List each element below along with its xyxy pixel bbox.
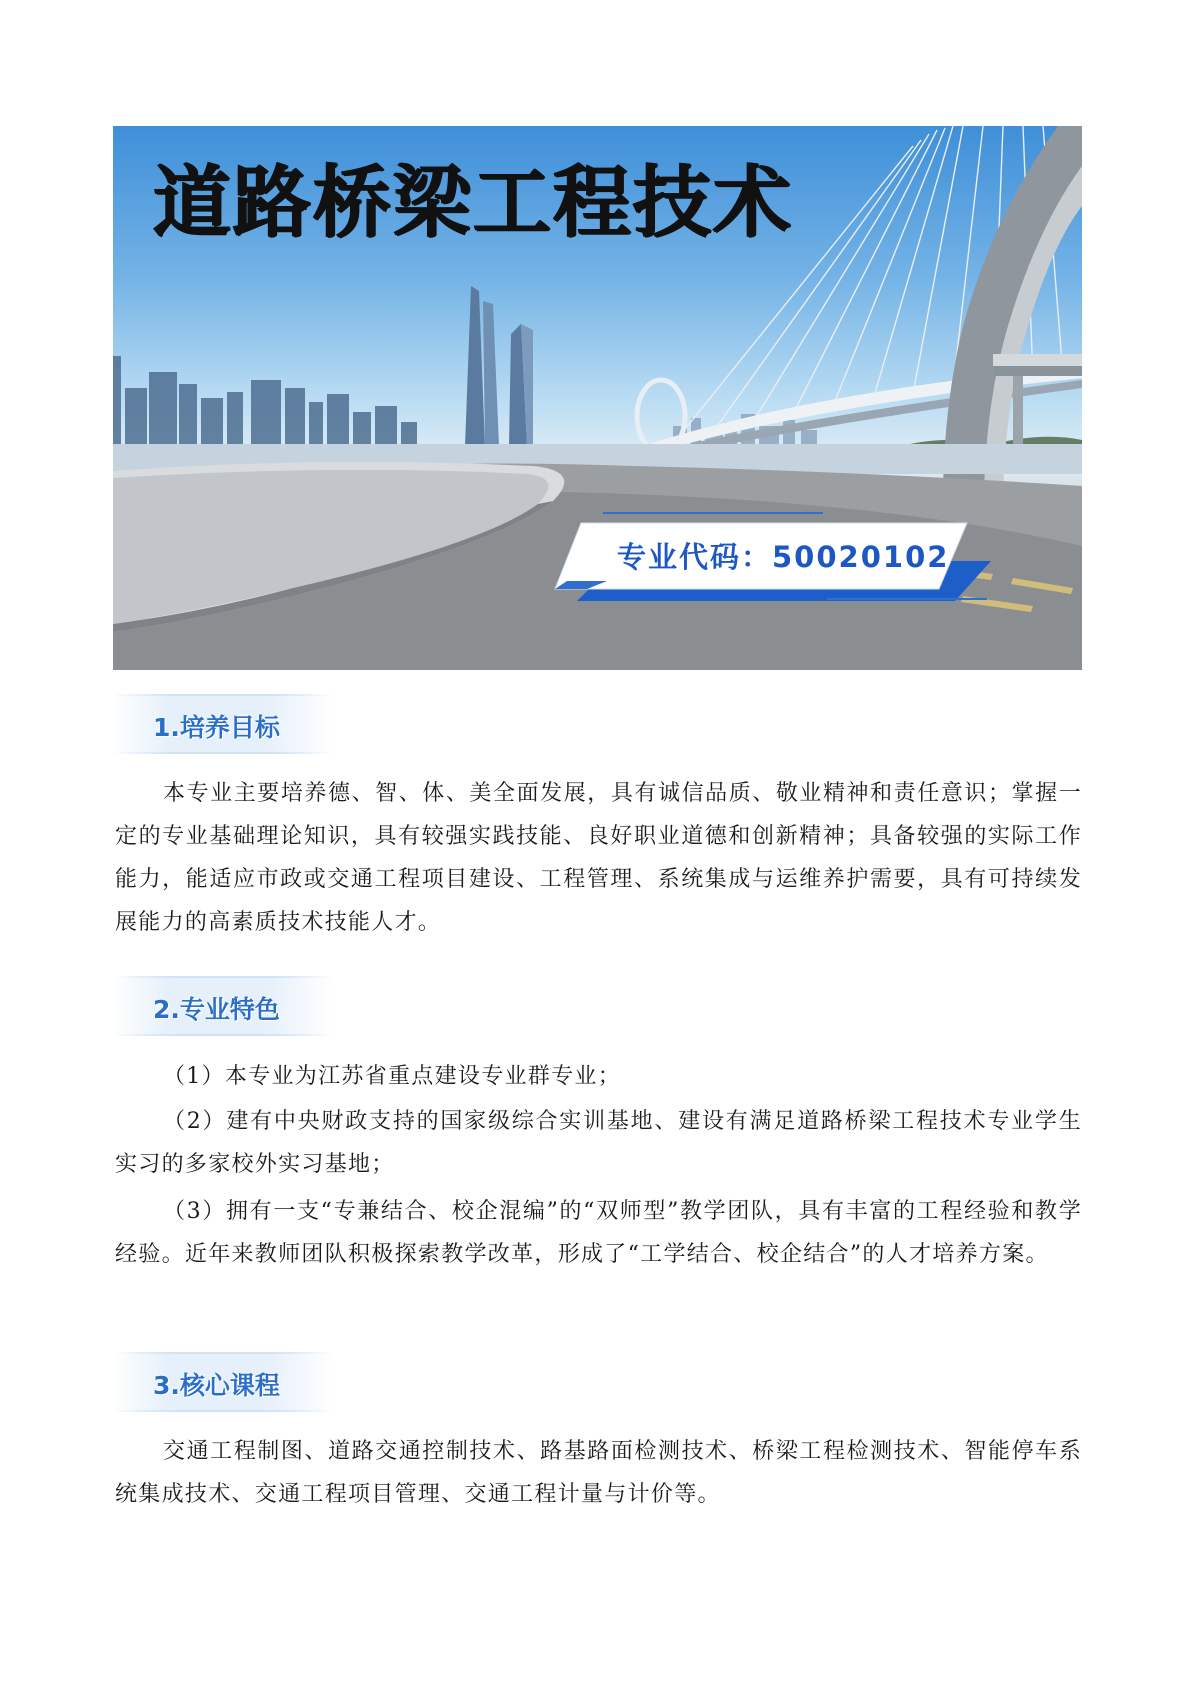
program-code: 专业代码：50020102 — [617, 540, 950, 574]
feature-item-2: （2）建有中央财政支持的国家级综合实训基地、建设有满足道路桥梁工程技术专业学生实习的多家校外实习基地； — [115, 1109, 1082, 1177]
section-heading-core-courses — [113, 1352, 333, 1412]
section-heading-text: 2.专业特色 — [153, 995, 280, 1024]
training-goals-paragraph: 本专业主要培养德、智、体、美全面发展，具有诚信品质、敬业精神和责任意识；掌握一定的专业基础理论知识，具有较强实践技能、良好职业道德和创新精神；具备较强的实际工作能力，能适应市政或交通工程项目建设、工程管理、系统集成与运维养护需要，具有可持续发展能力的高素质技术技能人才。 — [115, 781, 1082, 935]
section-heading-program-features — [113, 976, 333, 1036]
feature-item-1: （1）本专业为江苏省重点建设专业群专业； — [163, 1064, 621, 1089]
hero-banner — [113, 126, 1082, 670]
core-courses-paragraph: 交通工程制图、道路交通控制技术、路基路面检测技术、桥梁工程检测技术、智能停车系统集成技术、交通工程项目管理、交通工程计量与计价等。 — [115, 1439, 1082, 1507]
feature-item-3: （3）拥有一支“专兼结合、校企混编”的“双师型”教学团队，具有丰富的工程经验和教学经验。近年来教师团队积极探索教学改革，形成了“工学结合、校企结合”的人才培养方案。 — [115, 1199, 1082, 1267]
section-heading-text: 1.培养目标 — [153, 713, 280, 742]
program-code-badge — [547, 511, 991, 601]
section-heading-text: 3.核心课程 — [153, 1371, 280, 1400]
section-heading-training-goals — [113, 694, 333, 754]
banner-title: 道路桥梁工程技术 — [153, 158, 794, 248]
